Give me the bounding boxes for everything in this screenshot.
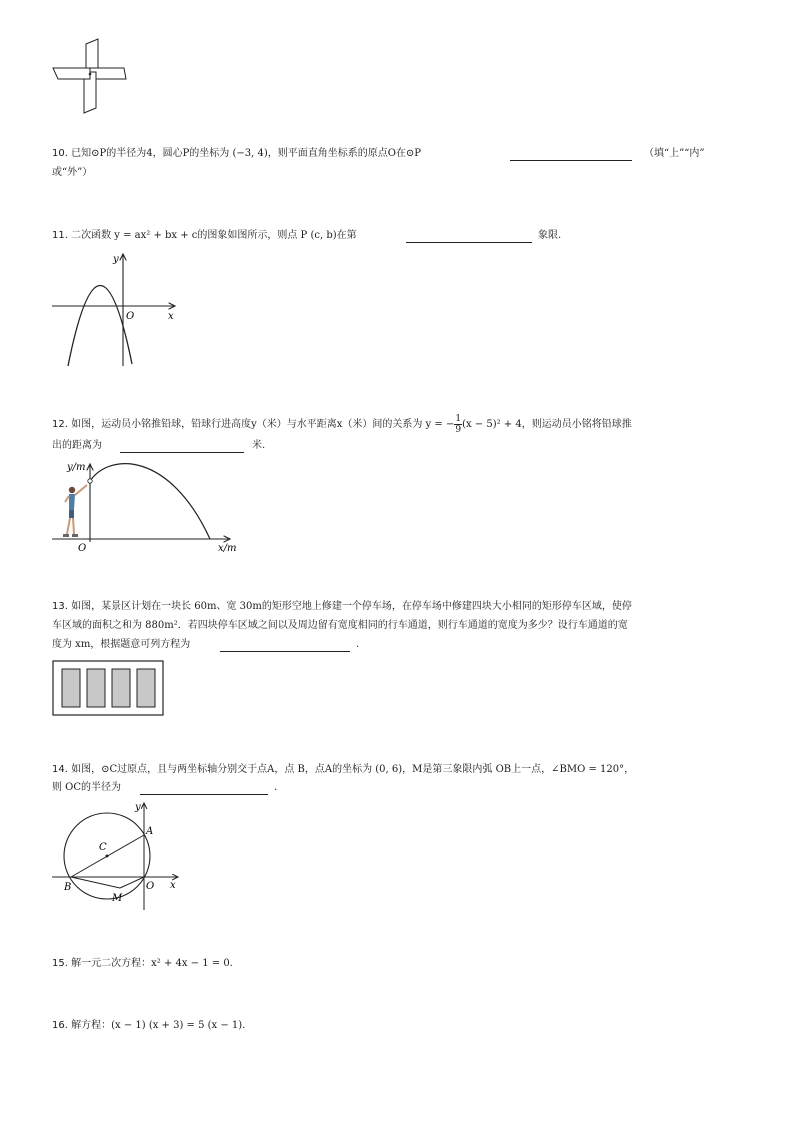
- q12-shot-ball: [88, 479, 92, 483]
- q11-answer-blank[interactable]: [406, 232, 532, 243]
- q12-number: 12.: [52, 419, 68, 430]
- q14-label-b: B: [64, 882, 72, 893]
- q16-text: 解方程：(x − 1) (x + 3) = 5 (x − 1).: [71, 1020, 246, 1031]
- q11-origin-label: O: [126, 311, 135, 322]
- q14-label-a: A: [146, 826, 154, 837]
- q14-circle-figure: [50, 800, 185, 912]
- q13-number: 13.: [52, 601, 68, 612]
- q10-number: 10.: [52, 148, 68, 159]
- q13-text-1: 如图，某景区计划在一块长 60m、宽 30m的矩形空地上修建一个停车场，在停车场中修建四块大小相同的矩形停车区域，使停: [71, 601, 632, 612]
- q10-answer-blank[interactable]: [510, 150, 632, 161]
- q14-suffix: .: [274, 782, 278, 793]
- q11-text: 二次函数 y = ax² + bx + c的图象如图所示，则点 P (c, b)在第: [71, 230, 357, 241]
- q13-line1: [52, 600, 632, 614]
- q11-parabola-figure: [50, 250, 185, 370]
- q15-number: 15.: [52, 958, 68, 969]
- q12-fraction: [454, 414, 462, 435]
- q11-number: 11.: [52, 230, 68, 241]
- q12-line2-text: 出的距离为: [52, 440, 102, 451]
- pinwheel-center: [89, 73, 92, 76]
- q14-number: 14.: [52, 764, 68, 775]
- q16-number: 16.: [52, 1020, 68, 1031]
- q14-label-x: x: [170, 880, 176, 891]
- q12-athlete: [63, 485, 87, 537]
- q14-label-y: y: [135, 802, 141, 813]
- pinwheel-figure: [50, 38, 130, 114]
- pinwheel-blade-left: [53, 68, 90, 79]
- q12-x-label: x/m: [218, 543, 237, 554]
- q12-text-b: (x − 5)² + 4，则运动员小铭将铅球推: [462, 419, 632, 430]
- q12-frac-num: 1: [455, 414, 462, 424]
- q13-answer-blank[interactable]: [220, 641, 350, 652]
- q10-line2: 或“外”）: [52, 167, 93, 178]
- q14-answer-blank[interactable]: [140, 784, 268, 795]
- q12-answer-blank[interactable]: [120, 442, 244, 453]
- q13-suffix: .: [356, 639, 360, 650]
- q14-line2-text: 则 OC的半径为: [52, 782, 122, 793]
- q11-parabola-curve: [68, 285, 135, 366]
- q13-line3: 度为 xm，根据题意可列方程为: [52, 639, 191, 650]
- q11-suffix: 象限.: [538, 230, 562, 241]
- q11-x-label: x: [168, 311, 174, 322]
- q15-text: 解一元二次方程：x² + 4x − 1 = 0.: [71, 958, 233, 969]
- q10-line1: [52, 147, 421, 161]
- pinwheel-blade-top: [86, 39, 98, 70]
- q16-line: [52, 1019, 245, 1033]
- q14-line1: [52, 763, 634, 777]
- q12-suffix: 米.: [252, 440, 266, 451]
- q14-line2: [52, 781, 121, 795]
- q12-trajectory: [90, 464, 210, 539]
- q13-parking-area-4: [137, 669, 155, 707]
- q12-line1: [52, 414, 632, 435]
- q13-parking-figure: [52, 660, 164, 716]
- q10-hint: （填“上”“内”: [644, 148, 705, 159]
- q12-y-label: y/m: [67, 462, 86, 473]
- q13-parking-area-1: [62, 669, 80, 707]
- q12-line2: [52, 439, 102, 453]
- q13-parking-area-2: [87, 669, 105, 707]
- q11-line: [52, 229, 357, 243]
- q10-text: 已知⊙P的半径为4，圆心P的坐标为 (−3, 4)，则平面直角坐标系的原点O在⊙P: [71, 148, 422, 159]
- q14-label-o: O: [146, 881, 155, 892]
- q12-text-a: 如图，运动员小铭推铅球，铅球行进高度y（米）与水平距离x（米）间的关系为 y = −: [71, 419, 455, 430]
- q14-label-m: M: [112, 893, 123, 904]
- q13-parking-area-3: [112, 669, 130, 707]
- q12-shot-put-figure: [50, 458, 245, 558]
- q11-y-label: y: [113, 254, 119, 265]
- q14-text-1: 如图，⊙C过原点，且与两坐标轴分别交于点A，点 B，点A的坐标为 (0, 6)，M是第三象限内弧 OB上一点，∠BMO = 120°，: [71, 764, 635, 775]
- q12-frac-den: 9: [455, 425, 462, 435]
- q14-label-c: C: [99, 842, 107, 853]
- q12-origin-label: O: [78, 543, 87, 554]
- q14-center-point: [106, 855, 109, 858]
- q13-line2: 车区域的面积之和为 880m²．若四块停车区域之间以及周边留有宽度相同的行车通道，则行车通道的宽度为多少？设行车通道的宽: [52, 620, 628, 631]
- q14-segment-bm: [71, 877, 120, 888]
- q15-line: [52, 957, 233, 971]
